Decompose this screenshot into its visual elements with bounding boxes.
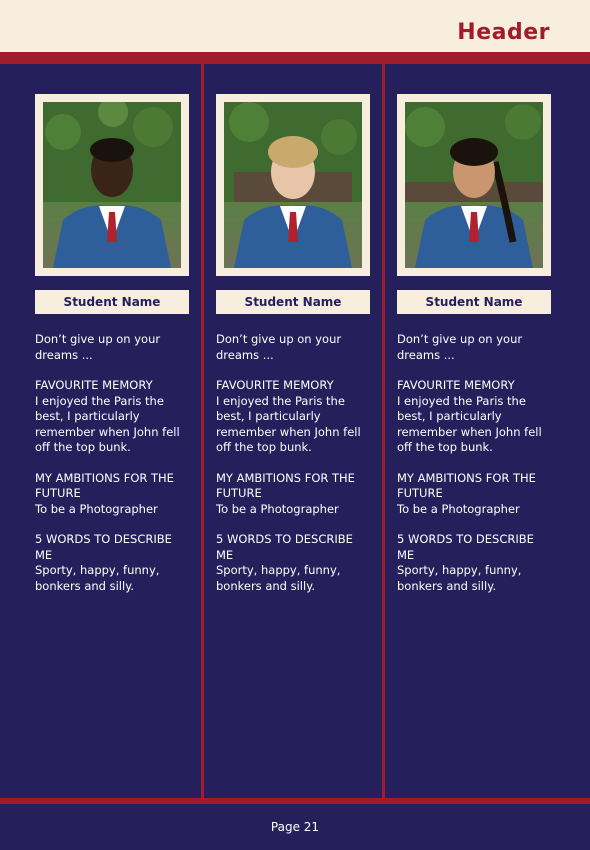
student-name: Student Name bbox=[35, 290, 189, 314]
words-heading: 5 WORDS TO DESCRIBE ME bbox=[216, 532, 353, 562]
quote-text: Don’t give up on your dreams ... bbox=[397, 332, 523, 362]
student-photo bbox=[43, 102, 181, 268]
ambition-text: To be a Photographer bbox=[397, 501, 520, 516]
memory-text: I enjoyed the Paris the best, I particularly remember when John fell off the top bunk. bbox=[397, 393, 542, 454]
ambition-text: To be a Photographer bbox=[35, 501, 158, 516]
column-divider bbox=[201, 64, 204, 798]
quote-text: Don’t give up on your dreams ... bbox=[216, 332, 342, 362]
memory-text: I enjoyed the Paris the best, I particularly remember when John fell off the top bunk. bbox=[216, 393, 361, 454]
ambition-text: To be a Photographer bbox=[216, 501, 339, 516]
student-bio bbox=[35, 332, 189, 594]
memory-heading: FAVOURITE MEMORY bbox=[35, 378, 153, 392]
student-bio bbox=[397, 332, 551, 594]
student-photo bbox=[405, 102, 543, 268]
header-rule bbox=[0, 52, 590, 64]
footer-rule bbox=[0, 798, 590, 804]
page-number: Page 21 bbox=[270, 820, 320, 834]
student-name: Student Name bbox=[216, 290, 370, 314]
ambition-heading: MY AMBITIONS FOR THE FUTURE bbox=[397, 470, 536, 500]
words-text: Sporty, happy, funny, bonkers and silly. bbox=[35, 563, 160, 593]
photo-frame bbox=[35, 94, 189, 276]
photo-frame bbox=[216, 94, 370, 276]
quote-text: Don’t give up on your dreams ... bbox=[35, 332, 161, 362]
ambition-heading: MY AMBITIONS FOR THE FUTURE bbox=[35, 470, 174, 500]
words-text: Sporty, happy, funny, bonkers and silly. bbox=[397, 563, 522, 593]
ambition-heading: MY AMBITIONS FOR THE FUTURE bbox=[216, 470, 355, 500]
student-card-3 bbox=[397, 94, 551, 609]
student-card-1 bbox=[35, 94, 189, 609]
student-photo bbox=[224, 102, 362, 268]
student-bio bbox=[216, 332, 370, 594]
student-name: Student Name bbox=[397, 290, 551, 314]
column-divider bbox=[382, 64, 385, 798]
student-card-2 bbox=[216, 94, 370, 609]
words-text: Sporty, happy, funny, bonkers and silly. bbox=[216, 563, 341, 593]
words-heading: 5 WORDS TO DESCRIBE ME bbox=[397, 532, 534, 562]
memory-text: I enjoyed the Paris the best, I particularly remember when John fell off the top bunk. bbox=[35, 393, 180, 454]
photo-frame bbox=[397, 94, 551, 276]
memory-heading: FAVOURITE MEMORY bbox=[397, 378, 515, 392]
memory-heading: FAVOURITE MEMORY bbox=[216, 378, 334, 392]
page-title: Header bbox=[457, 20, 550, 45]
words-heading: 5 WORDS TO DESCRIBE ME bbox=[35, 532, 172, 562]
